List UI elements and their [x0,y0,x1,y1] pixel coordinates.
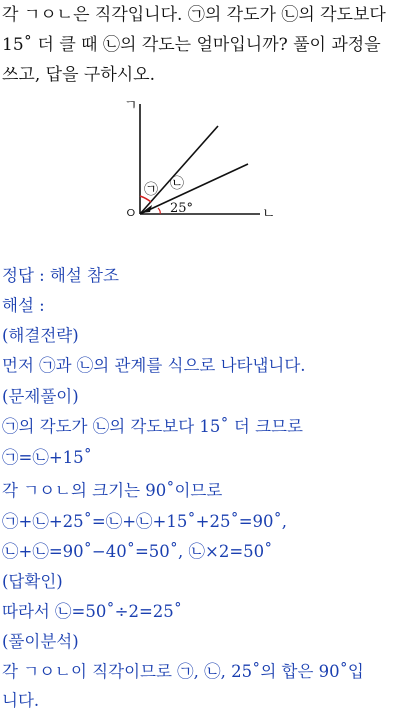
answer-line: ㉡+㉡=90˚−40˚=50˚, ㉡×2=50˚ [2,542,273,561]
label-angle-25: 25° [170,201,194,216]
answer-line: 정답 : 해설 참조 [2,266,119,285]
question-line: 각 ㄱㅇㄴ은 직각입니다. ㉠의 각도가 ㉡의 각도보다 [2,5,386,25]
answer-line: (답확인) [2,572,63,591]
answer-line: 각 ㄱㅇㄴ의 크기는 90˚이므로 [2,481,223,500]
label-ieung: ㅇ [124,206,138,222]
label-angle-a: ㉠ [144,182,158,198]
label-giyeok: ㄱ [124,98,138,114]
angle-figure [110,92,290,232]
answer-line: (문제풀이) [2,387,79,406]
answer-line: (해결전략) [2,326,79,345]
label-nieun: ㄴ [262,206,276,222]
answer-line: 따라서 ㉡=50˚÷2=25˚ [2,602,183,621]
angle-arc-red [158,208,160,214]
answer-line: ㉠=㉡+15˚ [2,448,92,467]
answer-line: 해설 : [2,296,45,315]
answer-line: ㉠+㉡+25˚=㉡+㉡+15˚+25˚=90˚, [2,512,288,531]
answer-line: 각 ㄱㅇㄴ이 직각이므로 ㉠, ㉡, 25˚의 합은 90˚입 [2,662,364,681]
answer-line: (풀이분석) [2,632,79,651]
question-line: 쓰고, 답을 구하시오. [2,65,155,85]
answer-line: ㉠의 각도가 ㉡의 각도보다 15˚ 더 크므로 [2,417,303,436]
answer-line: 니다. [2,691,40,710]
label-angle-b: ㉡ [170,176,184,192]
question-line: 15˚ 더 클 때 ㉡의 각도는 얼마입니까? 풀이 과정을 [2,35,381,55]
answer-line: 먼저 ㉠과 ㉡의 관계를 식으로 나타냅니다. [2,356,306,375]
